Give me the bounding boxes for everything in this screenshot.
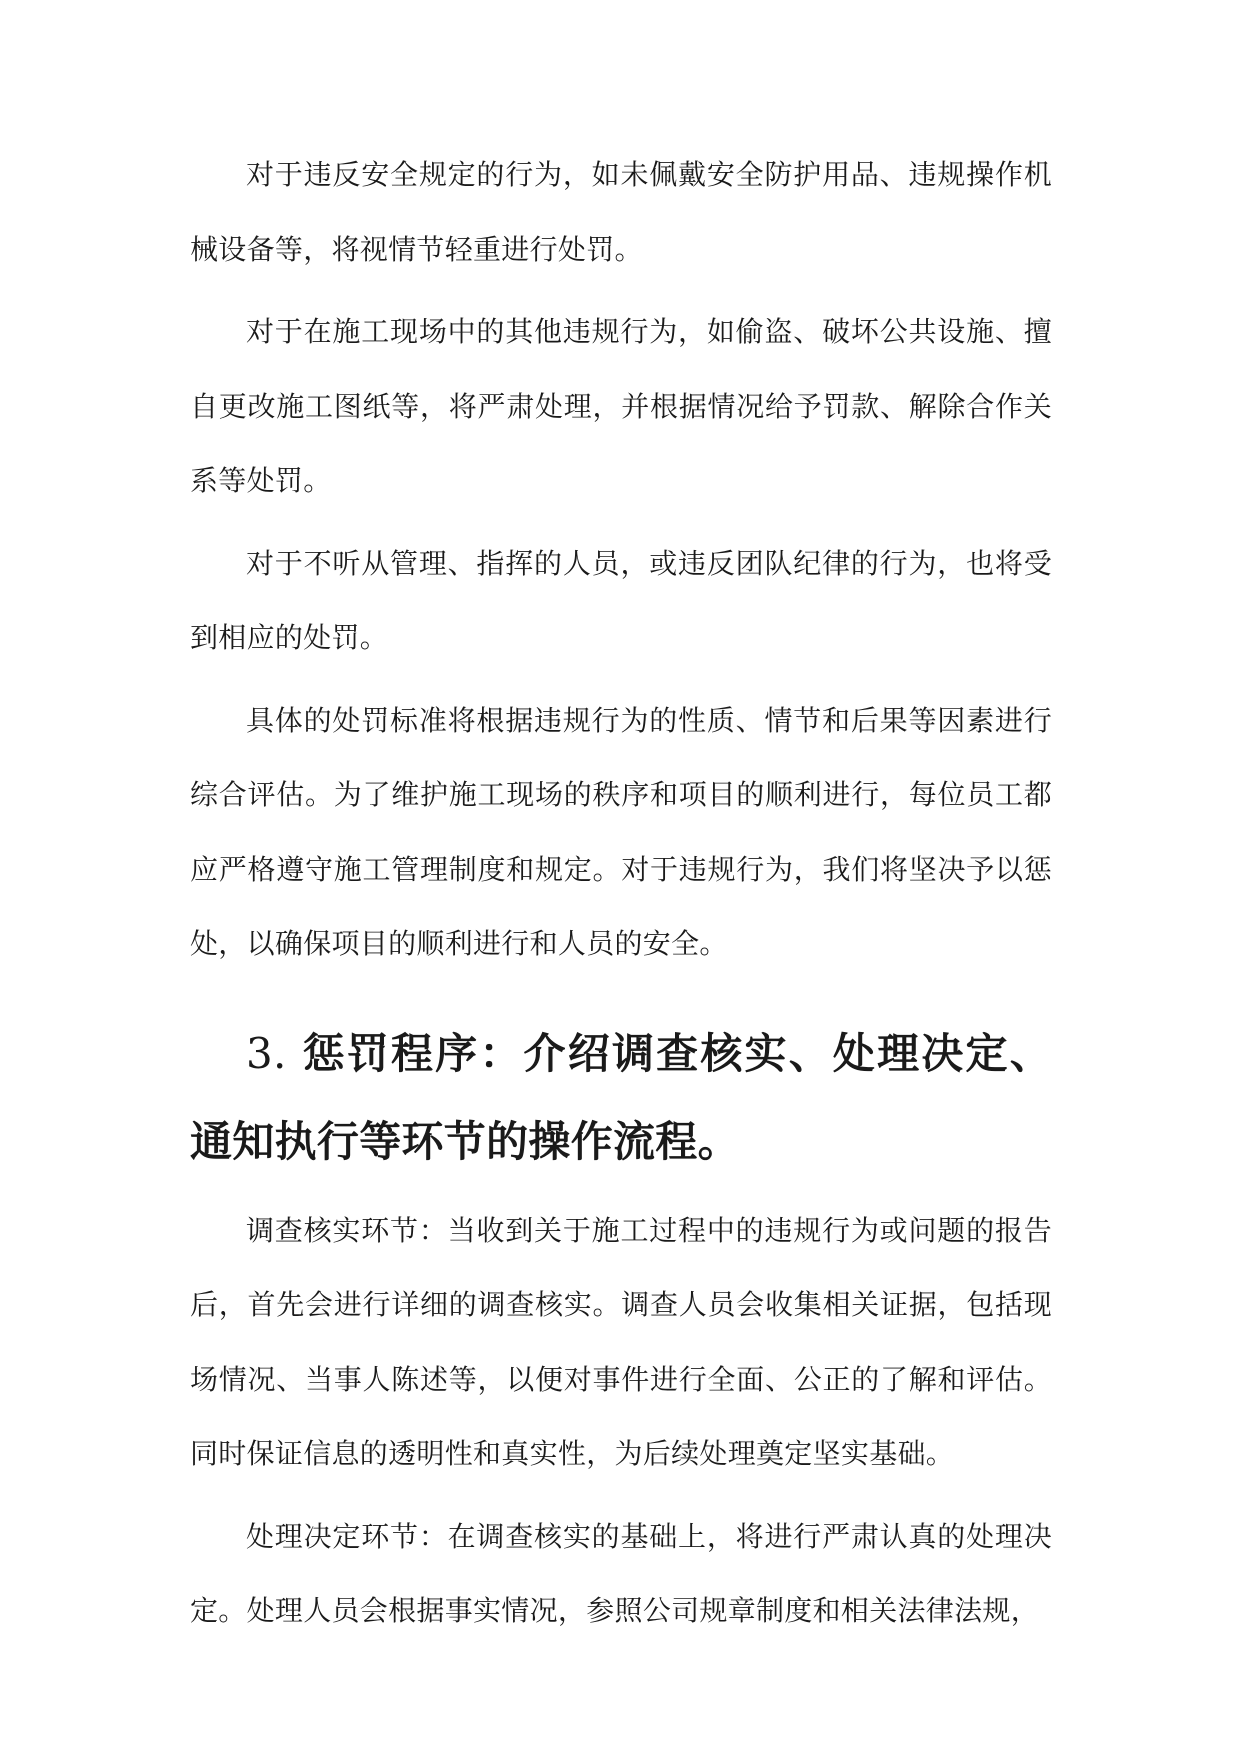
section-heading <box>190 1010 1052 1186</box>
paragraph-discipline-violations: 对于不听从管理、指挥的人员，或违反团队纪律的行为，也将受到相应的处罚。 <box>190 546 1052 654</box>
section-title: 惩罚程序：介绍调查核实、处理决定、通知执行等环节的操作流程。 <box>190 1028 1052 1166</box>
document-body <box>190 138 1052 1657</box>
section-number: 3. <box>246 1028 287 1078</box>
paragraph-penalty-standards: 具体的处罚标准将根据违规行为的性质、情节和后果等因素进行综合评估。为了维护施工现场的秩序和项目的顺利进行，每位员工都应严格遵守施工管理制度和规定。对于违规行为，我们将坚决予以惩处，以确保项目的顺利进行和人员的安全。 <box>190 703 1052 960</box>
paragraph-safety-violations: 对于违反安全规定的行为，如未佩戴安全防护用品、违规操作机械设备等，将视情节轻重进行处罚。 <box>190 158 1052 266</box>
paragraph-site-violations: 对于在施工现场中的其他违规行为，如偷盗、破坏公共设施、擅自更改施工图纸等，将严肃处理，并根据情况给予罚款、解除合作关系等处罚。 <box>190 315 1052 497</box>
paragraph-decision: 处理决定环节：在调查核实的基础上，将进行严肃认真的处理决定。处理人员会根据事实情况，参照公司规章制度和相关法律法规， <box>190 1519 1052 1627</box>
paragraph-investigation: 调查核实环节：当收到关于施工过程中的违规行为或问题的报告后，首先会进行详细的调查核实。调查人员会收集相关证据，包括现场情况、当事人陈述等，以便对事件进行全面、公正的了解和评估。同时保证信息的透明性和真实性，为后续处理奠定坚实基础。 <box>190 1213 1052 1470</box>
